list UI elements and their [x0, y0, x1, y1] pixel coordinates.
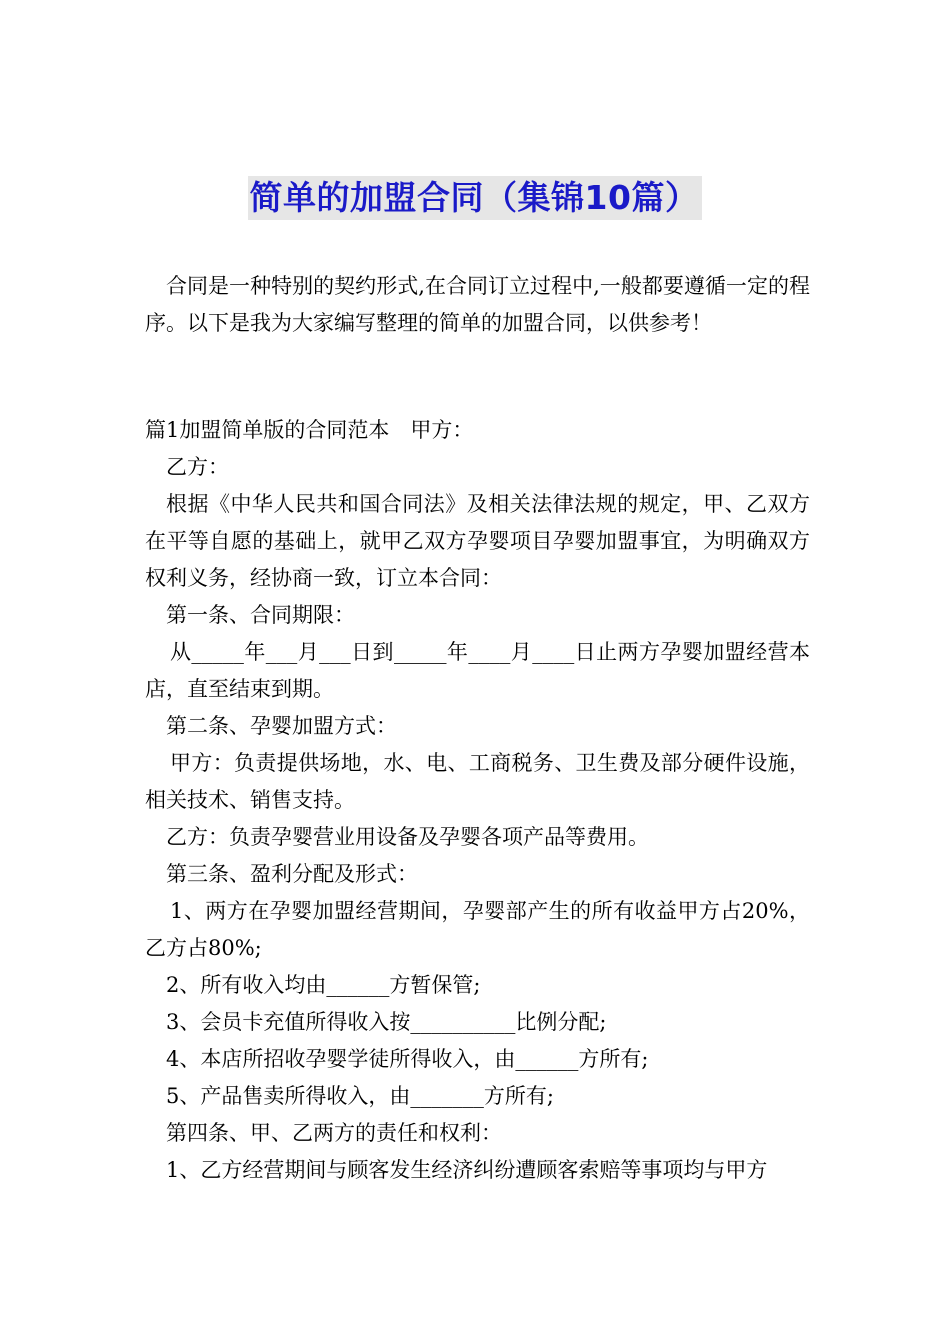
- article-4-item-1: 1、乙方经营期间与顾客发生经济纠纷遭顾客索赔等事项均与甲方: [166, 1158, 768, 1182]
- article-2-heading: 第二条、孕婴加盟方式：: [166, 714, 397, 738]
- title-container: [0, 176, 950, 220]
- article-1-term: 从_____年___月___日到_____年____月____日止两方孕婴加盟经营本店，直至结束到期。: [145, 640, 810, 701]
- article-3-item-5: 5、产品售卖所得收入，由_______方所有;: [166, 1084, 554, 1108]
- article-3-heading: 第三条、盈利分配及形式：: [166, 862, 418, 886]
- section-heading: 篇1加盟简单版的合同范本 甲方：: [145, 418, 474, 442]
- intro-block: [145, 268, 810, 342]
- party-b-line: 乙方：: [166, 455, 229, 479]
- article-2-party-a: 甲方：负责提供场地，水、电、工商税务、卫生费及部分硬件设施，相关技术、销售支持。: [145, 751, 810, 812]
- article-1-heading: 第一条、合同期限：: [166, 603, 355, 627]
- article-4-heading: 第四条、甲、乙两方的责任和权利：: [166, 1121, 502, 1145]
- article-3-item-3: 3、会员卡充值所得收入按__________比例分配;: [166, 1010, 607, 1034]
- document-title: 简单的加盟合同（集锦10篇）: [248, 176, 703, 220]
- article-3-item-1: 1、两方在孕婴加盟经营期间，孕婴部产生的所有收益甲方占20%，乙方占80%;: [145, 899, 810, 960]
- article-3-item-2: 2、所有收入均由______方暂保管;: [166, 973, 481, 997]
- article-2-party-b: 乙方：负责孕婴营业用设备及孕婴各项产品等费用。: [166, 825, 649, 849]
- intro-paragraph: 合同是一种特别的契约形式,在合同订立过程中,一般都要遵循一定的程序。以下是我为大家编写整理的简单的加盟合同，以供参考！: [145, 274, 810, 335]
- section-1: [145, 412, 810, 1189]
- article-3-item-4: 4、本店所招收孕婴学徒所得收入，由______方所有;: [166, 1047, 649, 1071]
- preamble-paragraph: 根据《中华人民共和国合同法》及相关法律法规的规定，甲、乙双方在平等自愿的基础上，就甲乙双方孕婴项目孕婴加盟事宜，为明确双方权利义务，经协商一致，订立本合同：: [145, 492, 810, 590]
